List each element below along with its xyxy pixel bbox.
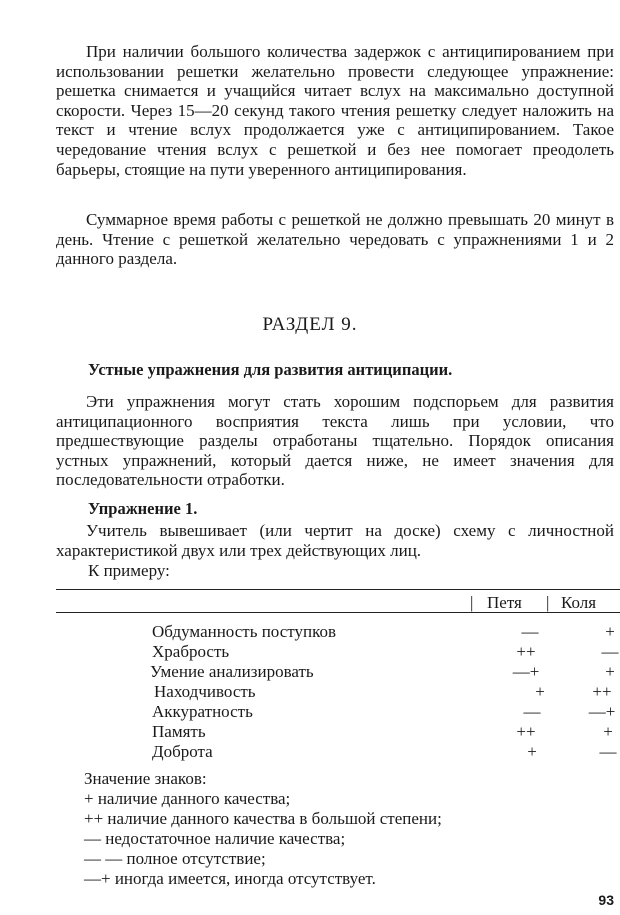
petya-value: — xyxy=(521,622,539,641)
table-row xyxy=(0,742,620,762)
kolya-value: ++ xyxy=(592,682,612,701)
petya-value: ++ xyxy=(516,722,536,741)
kolya-value: — xyxy=(601,642,619,661)
trait-name: Доброта xyxy=(152,742,213,761)
kolya-value: + xyxy=(605,622,615,641)
legend-item: ++ наличие данного качества в большой степени; xyxy=(84,809,442,828)
petya-value: + xyxy=(535,682,545,701)
section-title: РАЗДЕЛ 9. xyxy=(262,314,358,335)
table-top-rule xyxy=(56,589,620,590)
section-subtitle: Устные упражнения для развития антиципации. xyxy=(88,360,453,379)
kolya-value: + xyxy=(605,662,615,681)
paragraph-time-limit: Суммарное время работы с решеткой не должно превышать 20 минут в день. Чтение с решеткой желательно чередовать с упражнениями 1 и 2 данного раздела. xyxy=(56,210,614,269)
table-row xyxy=(0,662,620,682)
petya-value: ++ xyxy=(516,642,536,661)
legend-title: Значение знаков: xyxy=(84,769,207,788)
column-divider: | xyxy=(546,593,550,612)
table-row xyxy=(0,622,620,642)
paragraph-antipication-exercise: При наличии большого количества задержок с антиципированием при использовании решетки желательно провести следующее упражнение: решетка снимается и учащийся читает вслух на максимально доступной скорости. Через 15—20 секунд такого чтения решетку следует наложить на текст и чтение вслух продолжается уже с антиципированием. Такое чередование чтения вслух с решеткой и без нее помогает преодолеть барьеры, стоящие на пути уверенного антиципирования. xyxy=(56,42,614,179)
column-header-petya: Петя xyxy=(487,593,522,612)
trait-name: Обдуманность поступков xyxy=(152,622,337,641)
trait-name: Находчивость xyxy=(154,682,256,701)
trait-name: Память xyxy=(152,722,206,741)
legend-item: — — полное отсутствие; xyxy=(84,849,266,868)
table-row xyxy=(0,682,620,702)
kolya-value: + xyxy=(603,722,613,741)
exercise-text: Учитель вывешивает (или чертит на доске) схему с личностной характеристикой двух или трех действующих лиц. xyxy=(56,521,614,560)
trait-name: Аккуратность xyxy=(152,702,253,721)
column-divider: | xyxy=(470,593,474,612)
legend-item: —+ иногда имеется, иногда отсутствует. xyxy=(84,869,376,888)
table-header-rule xyxy=(56,612,620,613)
table-row xyxy=(0,642,620,662)
petya-value: — xyxy=(523,702,541,721)
example-label: К примеру: xyxy=(88,561,170,580)
page-number: 93 xyxy=(598,892,614,908)
trait-name: Храбрость xyxy=(152,642,230,661)
column-header-kolya: Коля xyxy=(561,593,597,612)
legend-item: + наличие данного качества; xyxy=(84,789,291,808)
table-row xyxy=(0,722,620,742)
trait-name: Умение анализировать xyxy=(150,662,314,681)
legend-item: — недостаточное наличие качества; xyxy=(84,829,346,848)
petya-value: + xyxy=(527,742,537,761)
table-row xyxy=(0,702,620,722)
exercise-title: Упражнение 1. xyxy=(88,499,198,518)
kolya-value: — xyxy=(599,742,617,761)
petya-value: —+ xyxy=(512,662,540,681)
section-intro: Эти упражнения могут стать хорошим подспорьем для развития антиципационного восприятия текста лишь при условии, что предшествующие разделы отработаны тщательно. Порядок описания устных упражнений, который дается ниже, не имеет значения для последовательности отработки. xyxy=(56,392,614,490)
kolya-value: —+ xyxy=(588,702,616,721)
